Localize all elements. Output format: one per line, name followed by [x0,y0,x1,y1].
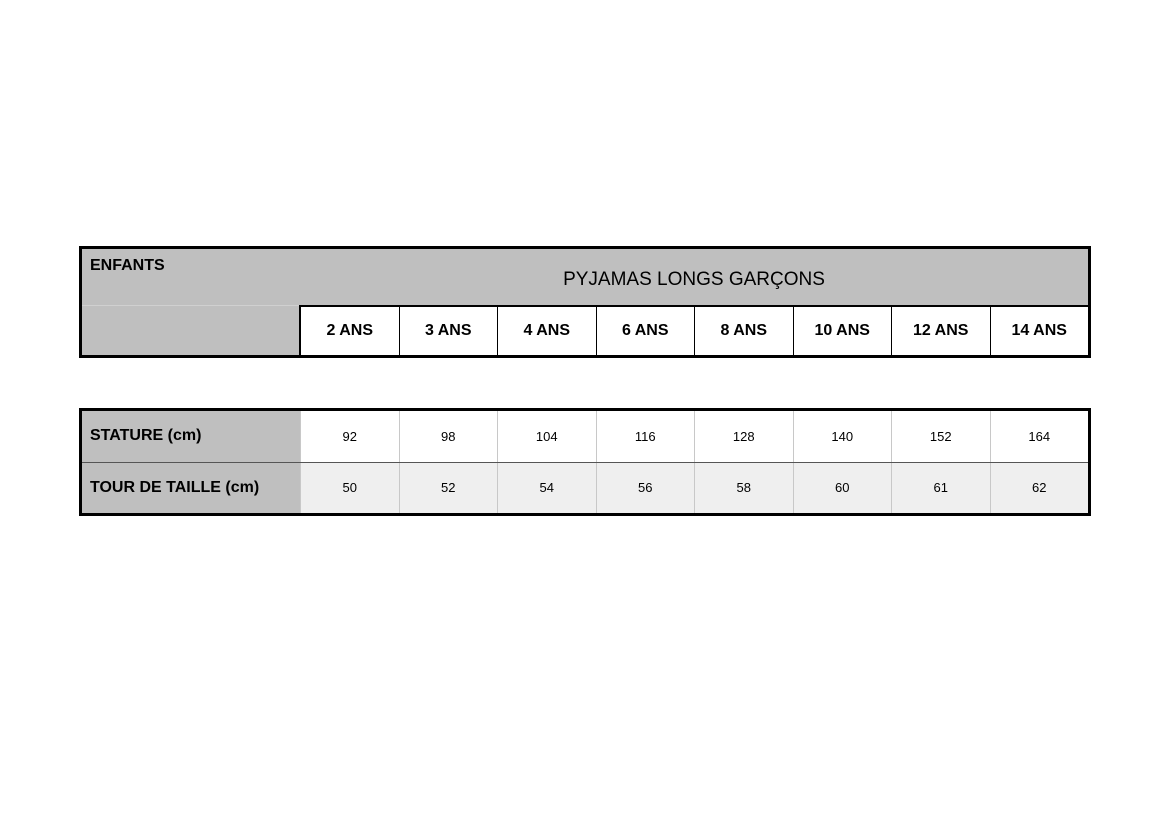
size-header-cell: 8 ANS [695,307,794,355]
table-cell: 92 [300,411,399,462]
row-values [300,411,1088,462]
table-cell: 60 [793,463,892,514]
table-cell: 52 [399,463,498,514]
table-cell: 61 [891,463,990,514]
size-header-cell: 12 ANS [892,307,991,355]
chart-title: PYJAMAS LONGS GARÇONS [563,269,825,290]
table-row-waist [82,462,1088,514]
size-header-row [299,305,1088,355]
size-header-cell: 6 ANS [597,307,696,355]
table-row-stature [82,411,1088,462]
size-header-cell: 4 ANS [498,307,597,355]
header-divider [82,305,299,306]
table-cell: 56 [596,463,695,514]
size-header-cell: 10 ANS [794,307,893,355]
table-cell: 128 [694,411,793,462]
size-header-cell: 2 ANS [301,307,400,355]
size-chart-data [79,408,1091,516]
table-cell: 58 [694,463,793,514]
table-cell: 152 [891,411,990,462]
table-cell: 98 [399,411,498,462]
table-cell: 54 [497,463,596,514]
size-chart-header [79,246,1091,358]
table-cell: 140 [793,411,892,462]
table-cell: 50 [300,463,399,514]
table-cell: 104 [497,411,596,462]
table-cell: 62 [990,463,1089,514]
size-header-cell: 14 ANS [1011,322,1067,339]
row-label: STATURE (cm) [82,411,300,462]
row-values [300,463,1088,514]
row-label: TOUR DE TAILLE (cm) [82,463,300,514]
table-cell: 116 [596,411,695,462]
size-header-cell: 3 ANS [400,307,499,355]
table-cell: 164 [990,411,1089,462]
category-label: ENFANTS [90,257,165,274]
